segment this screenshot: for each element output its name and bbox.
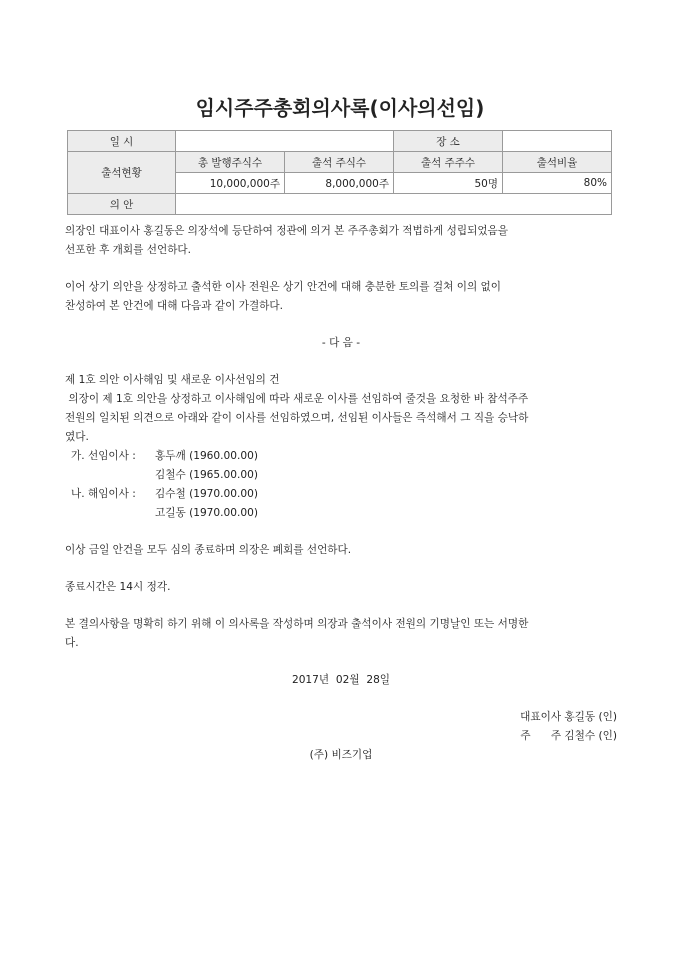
date-value — [176, 131, 394, 152]
signature-ceo: 대표이사 홍길동 (인) — [520, 711, 617, 723]
date-label: 일 시 — [68, 131, 176, 152]
section-heading: - 다 음 - — [321, 337, 361, 349]
dismissed-label: 나. 해임이사 : — [71, 488, 136, 500]
agenda-item-line: 였다. — [65, 431, 89, 443]
signature-shareholder: 주 주 김철수 (인) — [520, 730, 617, 742]
resolution-paragraph-line: 찬성하여 본 안건에 대해 다음과 같이 가결하다. — [65, 300, 284, 312]
place-label: 장 소 — [394, 131, 503, 152]
document-title: 임시주주총회의사록(이사의선임) — [195, 96, 485, 120]
appointed-director-row — [65, 447, 617, 466]
header-total-shares: 총 발행주식수 — [176, 152, 285, 173]
place-value — [503, 131, 612, 152]
opening-paragraph-line: 선포한 후 개회를 선언하다. — [65, 244, 192, 256]
dismissed-director: 김수철 (1970.00.00) — [155, 488, 258, 500]
agenda-item-title: 제 1호 의안 이사해임 및 새로운 이사선임의 건 — [65, 374, 280, 386]
appointed-director: 김철수 (1965.00.00) — [155, 469, 258, 481]
meeting-info-table — [67, 130, 612, 215]
attendance-label: 출석현황 — [68, 152, 176, 194]
table-row — [68, 194, 612, 215]
table-row — [68, 131, 612, 152]
value-attending-shares: 8,000,000주 — [285, 173, 394, 194]
appointed-director: 홍두깨 (1960.00.00) — [155, 450, 258, 462]
document-body — [65, 222, 617, 765]
agenda-item-line: 전원의 일치된 의견으로 아래와 같이 이사를 선임하였으며, 선임된 이사들은 즉석해서 그 직을 승낙하 — [65, 412, 529, 424]
resolution-paragraph-line: 이어 상기 의안을 상정하고 출석한 이사 전원은 상기 안건에 대해 충분한 토의를 걸쳐 이의 없이 — [65, 281, 502, 293]
value-total-shares: 10,000,000주 — [176, 173, 285, 194]
header-attendance-rate: 출석비율 — [503, 152, 612, 173]
meeting-date: 2017년 02월 28일 — [291, 674, 391, 686]
appointed-label: 가. 선임이사 : — [71, 450, 136, 462]
opening-paragraph-line: 의장인 대표이사 홍길동은 의장석에 등단하여 정관에 의거 본 주주총회가 적법하게 성립되었음을 — [65, 225, 509, 237]
header-attending-shareholders: 출석 주주수 — [394, 152, 503, 173]
agenda-item-line: 의장이 제 1호 의안을 상정하고 이사해임에 따라 새로운 이사를 선임하여 줄것을 요청한 바 참석주주 — [65, 393, 529, 405]
dismissed-director-row — [65, 504, 617, 523]
appointed-director-row — [65, 466, 617, 485]
closing-statement: 이상 금일 안건을 모두 심의 종료하며 의장은 폐회를 선언하다. — [65, 544, 352, 556]
company-name: (주) 비즈기업 — [309, 749, 373, 761]
record-statement-line: 본 결의사항을 명확히 하기 위해 이 의사록을 작성하며 의장과 출석이사 전원의 기명날인 또는 서명한 — [65, 618, 529, 630]
dismissed-director: 고길동 (1970.00.00) — [155, 507, 258, 519]
header-attending-shares: 출석 주식수 — [285, 152, 394, 173]
agenda-value — [176, 194, 612, 215]
end-time: 종료시간은 14시 정각. — [65, 581, 171, 593]
record-statement-line: 다. — [65, 637, 79, 649]
value-attendance-rate: 80% — [503, 173, 612, 194]
table-row — [68, 152, 612, 173]
dismissed-director-row — [65, 485, 617, 504]
value-attending-shareholders: 50명 — [394, 173, 503, 194]
agenda-label: 의 안 — [68, 194, 176, 215]
